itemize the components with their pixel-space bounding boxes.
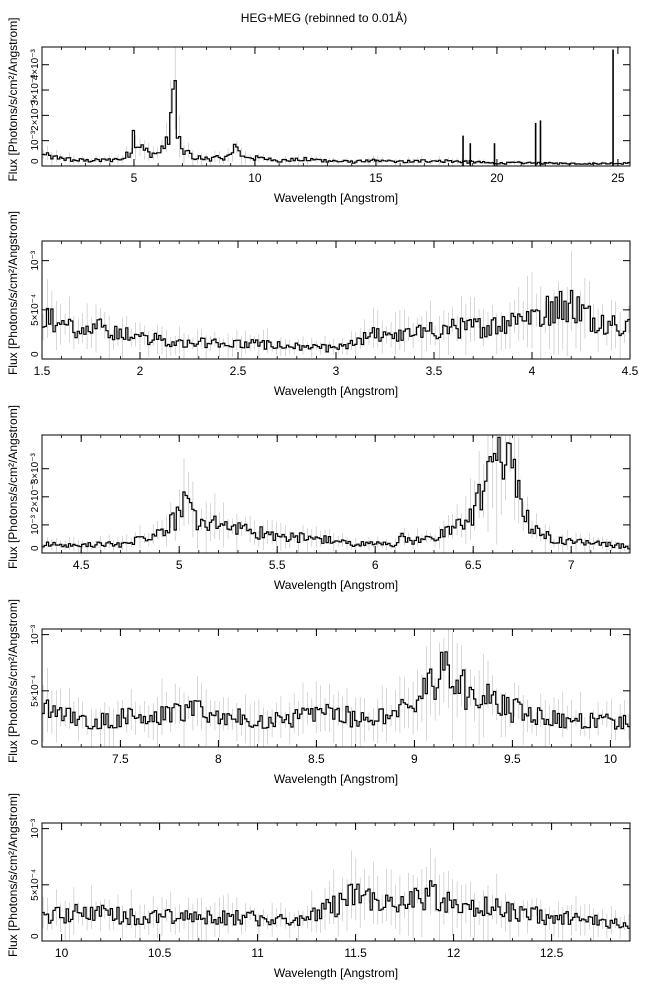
panel-1-y-tick-label: 4×10⁻³ <box>30 49 41 81</box>
panel-4-y-axis-label: Flux [Photons/s/cm²/Angstrom] <box>6 598 20 764</box>
panel-1-series <box>42 47 630 166</box>
figure-title: HEG+MEG (rebinned to 0.01Å) <box>240 11 408 25</box>
panel-2-x-tick-label: 4 <box>528 364 536 378</box>
panel-1-x-tick-label: 15 <box>369 171 383 185</box>
panel-3-x-tick-label: 6 <box>371 558 379 572</box>
panel-2-frame <box>42 241 630 359</box>
panel-1-series-line <box>42 81 630 165</box>
panel-2-y-tick-label: 5×10⁻⁴ <box>30 293 41 326</box>
panel-1-y-tick-label: 10⁻³ <box>30 130 41 151</box>
panel-4-y-tick-label: 10⁻³ <box>30 624 41 645</box>
panel-5-x-tick-label: 10.5 <box>147 946 172 960</box>
panel-3-series <box>42 435 630 553</box>
panel-1-y-tick-label: 2×10⁻³ <box>30 99 41 131</box>
panel-5-y-zero-label: 0 <box>30 933 41 939</box>
panel-5-series <box>42 848 630 941</box>
panel-2-x-axis-label: Wavelength [Angstrom] <box>273 384 399 398</box>
panel-5-x-tick-label: 10 <box>54 946 69 960</box>
panel-2-y-zero-label: 0 <box>30 351 41 357</box>
panel-5-x-tick-label: 11 <box>251 946 264 960</box>
panel-4-series <box>42 629 630 747</box>
panel-4-y-zero-label: 0 <box>30 739 41 745</box>
panel-5-x-tick-label: 12 <box>446 946 461 960</box>
panel-4-frame <box>42 629 630 747</box>
panel-4-x-tick-label: 8.5 <box>308 752 325 766</box>
panel-5-x-tick-label: 12.5 <box>539 946 564 960</box>
panel-3-y-zero-label: 0 <box>30 545 41 551</box>
panel-1-x-tick-label: 10 <box>248 171 262 185</box>
panel-3-x-tick-label: 7 <box>567 558 575 572</box>
panel-1-y-zero-label: 0 <box>30 158 41 164</box>
panel-3-x-tick-label: 4.5 <box>72 558 90 572</box>
panel-3-y-tick-label: 2×10⁻³ <box>30 481 41 513</box>
panel-1-x-axis-label: Wavelength [Angstrom] <box>273 191 399 205</box>
panel-1-frame <box>42 47 630 166</box>
panel-3-x-tick-label: 6.5 <box>464 558 482 572</box>
panel-4-x-tick-label: 7.5 <box>112 752 129 766</box>
panel-5-series-line <box>42 881 630 928</box>
panel-3-y-tick-label: 10⁻³ <box>30 515 41 535</box>
panel-2-x-tick-label: 3.5 <box>425 364 443 378</box>
panel-3-series-line <box>42 437 630 548</box>
panel-5-y-tick-label: 5×10⁻⁴ <box>30 868 41 901</box>
panel-1-x-tick-label: 20 <box>490 171 504 185</box>
panel-2-x-tick-label: 2.5 <box>229 364 247 378</box>
panel-5-y-tick-label: 10⁻³ <box>30 818 41 839</box>
panel-2-series-line <box>42 291 630 352</box>
panel-3-x-axis-label: Wavelength [Angstrom] <box>273 578 399 592</box>
panel-4-x-tick-label: 8 <box>215 752 222 766</box>
panel-4-x-tick-label: 9 <box>411 752 418 766</box>
panel-5-y-axis-label: Flux [Photons/s/cm²/Angstrom] <box>6 792 20 958</box>
panel-1-x-tick-label: 5 <box>130 171 138 185</box>
panel-3-y-axis-label: Flux [Photons/s/cm²/Angstrom] <box>6 404 20 570</box>
panel-1-x-tick-label: 25 <box>611 171 625 185</box>
panel-4-y-tick-label: 5×10⁻⁴ <box>30 674 41 707</box>
panel-3-x-tick-label: 5 <box>175 558 183 572</box>
panel-2-series <box>42 251 630 359</box>
panel-4-x-tick-label: 10 <box>603 752 618 766</box>
panel-4-x-axis-label: Wavelength [Angstrom] <box>273 772 399 786</box>
panel-1-y-tick-label: 3×10⁻³ <box>30 74 41 106</box>
panel-3-y-tick-label: 3×10⁻³ <box>30 453 41 485</box>
panel-2-x-tick-label: 2 <box>136 364 144 378</box>
panel-2-x-tick-label: 3 <box>332 364 340 378</box>
panel-5-x-axis-label: Wavelength [Angstrom] <box>273 966 399 980</box>
panel-3-x-tick-label: 5.5 <box>268 558 286 572</box>
panel-2-x-tick-label: 1.5 <box>33 364 51 378</box>
panel-5-x-tick-label: 11.5 <box>344 946 367 960</box>
panel-2-x-tick-label: 4.5 <box>621 364 639 378</box>
panel-2-y-tick-label: 10⁻³ <box>30 250 41 271</box>
panel-4-x-tick-label: 9.5 <box>504 752 521 766</box>
panel-2-y-axis-label: Flux [Photons/s/cm²/Angstrom] <box>6 210 20 376</box>
panel-1-y-axis-label: Flux [Photons/s/cm²/Angstrom] <box>6 17 20 182</box>
panel-4-series-line <box>42 652 630 729</box>
